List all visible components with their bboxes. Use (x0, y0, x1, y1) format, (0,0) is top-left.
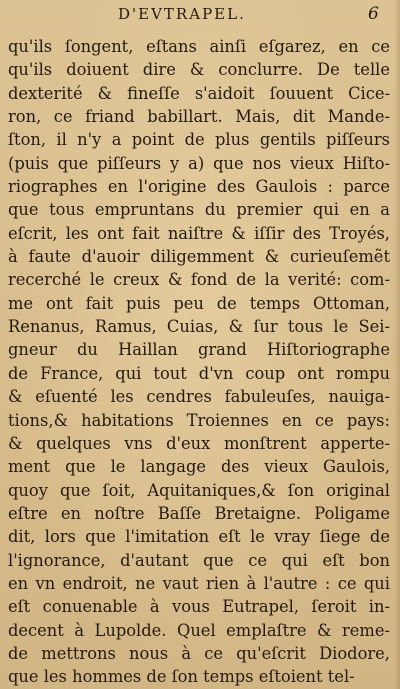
text-line: de France, qui tout d'vn coup ont rompu (8, 363, 390, 383)
page-number: 6 (368, 4, 379, 24)
text-line: de mettrons nous à ce qu'eſcrit Diodore, (8, 643, 390, 663)
text-line: tions,& habitations Troiennes en ce pays: (8, 410, 390, 430)
text-line: gneur du Haillan grand Hiſtoriographe (8, 340, 390, 360)
text-line: eſt conuenable à vous Eutrapel, ſeroit in- (8, 597, 390, 617)
text-line: qu'ils ſongent, eſtans ainſi eſgarez, en ce (8, 37, 390, 56)
text-line: ſton, il n'y a point de plus gentils piſſeurs (8, 130, 390, 150)
text-line: en vn endroit, ne vaut rien à l'autre : ce qui (8, 573, 390, 593)
text-line: (puis que piſſeurs y a) que nos vieux Hiſto- (8, 153, 390, 173)
body-text (8, 35, 390, 689)
text-line: & quelques vns d'eux monſtrent apperte- (8, 433, 390, 453)
text-line: l'ignorance, d'autant que ce qui eſt bon (8, 550, 390, 570)
page-edge-shadow (394, 0, 400, 689)
text-line: ment que le langage des vieux Gaulois, (8, 457, 390, 477)
text-line: dit, lors que l'imitation eſt le vray ſiege de (8, 527, 390, 547)
running-title: D'EVTRAPEL. (118, 5, 246, 23)
text-line: que les hommes de ſon temps eſtoient tel- (8, 667, 355, 687)
text-line: Renanus, Ramus, Cuias, & ſur tous le Sei- (8, 317, 390, 337)
text-line: ron, ce friand babillart. Mais, dit Mande- (8, 107, 390, 127)
running-head (0, 3, 400, 25)
text-line: me ont fait puis peu de temps Ottoman, (8, 293, 390, 313)
text-line: eſtre en noſtre Baſſe Bretaigne. Poligame (8, 503, 390, 523)
text-line: dexterité & fineſſe s'aidoit ſouuent Cice- (8, 83, 390, 103)
text-line: decent à Lupolde. Quel emplaſtre & reme- (8, 620, 390, 640)
text-line: à faute d'auoir diligemment & curieuſemẽt (8, 247, 390, 267)
text-line: riographes en l'origine des Gaulois : parce (8, 177, 390, 197)
text-line: recerché le creux & fond de la verité: com- (8, 270, 390, 290)
text-line: qu'ils doiuent dire & conclurre. De telle (8, 60, 390, 80)
text-line: quoy que ſoit, Aquitaniques,& ſon original (8, 480, 390, 500)
text-line: eſcrit, les ont fait naiſtre & iſſir des Troyés, (8, 223, 390, 243)
text-line: & eſuenté les cendres fabuleuſes, nauiga- (8, 387, 390, 407)
text-line: que tous empruntans du premier qui en a (8, 200, 390, 220)
